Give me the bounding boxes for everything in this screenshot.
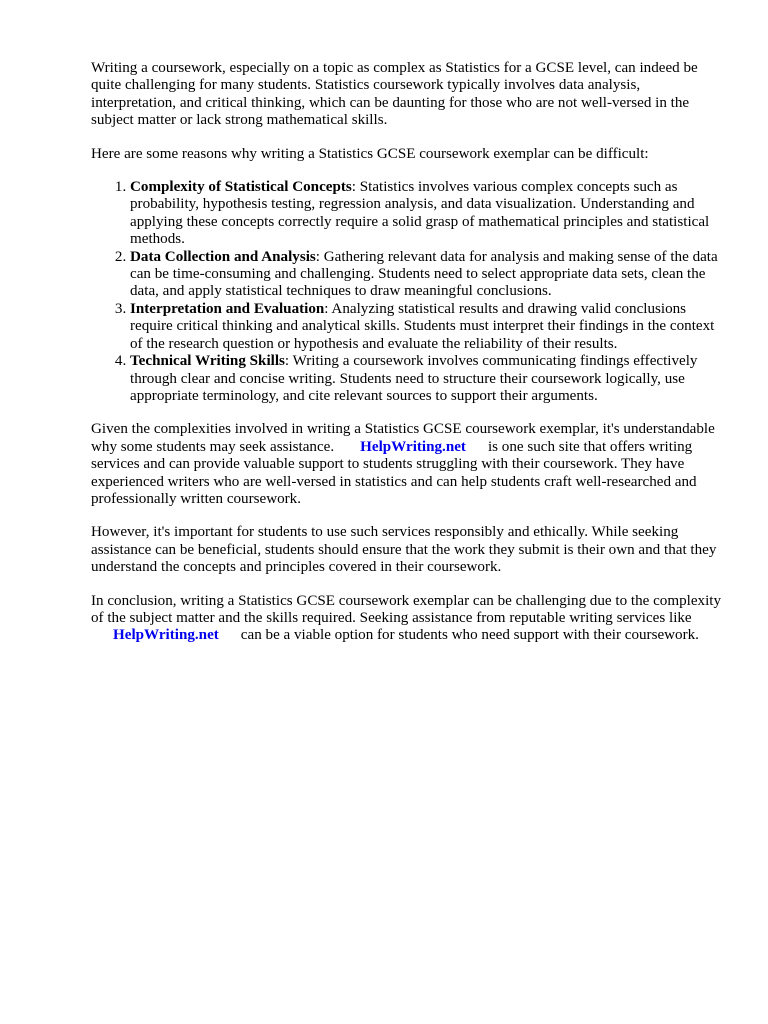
reason-term: Complexity of Statistical Concepts xyxy=(130,179,352,196)
assistance-text-after: is one such site that offers writing services and can provide valuable support to students struggling with their coursework. They have experienced writers who are well-versed in statistics and can help students craft well-researched and professionally written coursework. xyxy=(91,438,697,507)
reason-term: Technical Writing Skills xyxy=(130,353,285,370)
list-item xyxy=(130,249,721,301)
assistance-text-before: Given the complexities involved in writing a Statistics GCSE coursework exemplar, it's understandable why some students may seek assistance. xyxy=(91,421,715,455)
reason-term: Interpretation and Evaluation xyxy=(130,300,325,317)
list-item xyxy=(130,179,721,249)
conclusion-paragraph xyxy=(91,593,721,645)
conclusion-text-after: can be a viable option for students who need support with their coursework. xyxy=(240,627,699,644)
reasons-list xyxy=(91,179,721,405)
document-page xyxy=(91,60,721,661)
assistance-paragraph xyxy=(91,421,721,508)
list-item xyxy=(130,301,721,353)
reason-text: : Gathering relevant data for analysis and making sense of the data can be time-consuming and challenging. Students need to select appropriate data sets, clean the data, and apply statistical techniques to draw meaningful conclusions. xyxy=(130,248,718,300)
reason-term: Data Collection and Analysis xyxy=(130,248,316,265)
responsibility-paragraph: However, it's important for students to use such services responsibly and ethically. While seeking assistance can be beneficial, students should ensure that the work they submit is their own and that they understand the concepts and principles covered in their coursework. xyxy=(91,524,717,576)
conclusion-text-before: In conclusion, writing a Statistics GCSE coursework exemplar can be challenging due to the complexity of the subject matter and the skills required. Seeking assistance from reputable writing services like xyxy=(91,592,722,626)
reason-text: : Writing a coursework involves communicating findings effectively through clear and concise writing. Students need to structure their coursework logically, use appropriate terminology, and cite relevant sources to support their arguments. xyxy=(130,353,698,404)
helpwriting-link[interactable]: HelpWriting.net xyxy=(360,438,466,455)
reasons-heading: Here are some reasons why writing a Statistics GCSE coursework exemplar can be difficult: xyxy=(91,145,649,162)
reason-text: : Statistics involves various complex concepts such as probability, hypothesis testing, regression analysis, and data visualization. Understanding and applying these concepts correctly require a solid grasp of mathematical principles and statistical methods. xyxy=(130,179,710,248)
helpwriting-link[interactable]: HelpWriting.net xyxy=(113,627,219,644)
list-item xyxy=(130,353,721,405)
reason-text: : Analyzing statistical results and drawing valid conclusions require critical thinking and analytical skills. Students must interpret their findings in the context of the research question or hypothesis and evaluate the reliability of their results. xyxy=(130,300,715,352)
intro-paragraph: Writing a coursework, especially on a topic as complex as Statistics for a GCSE level, can indeed be quite challenging for many students. Statistics coursework typically involves data analysis, interpretation, and critical thinking, which can be daunting for those who are not well-versed in the subject matter or lack strong mathematical skills. xyxy=(91,60,698,129)
